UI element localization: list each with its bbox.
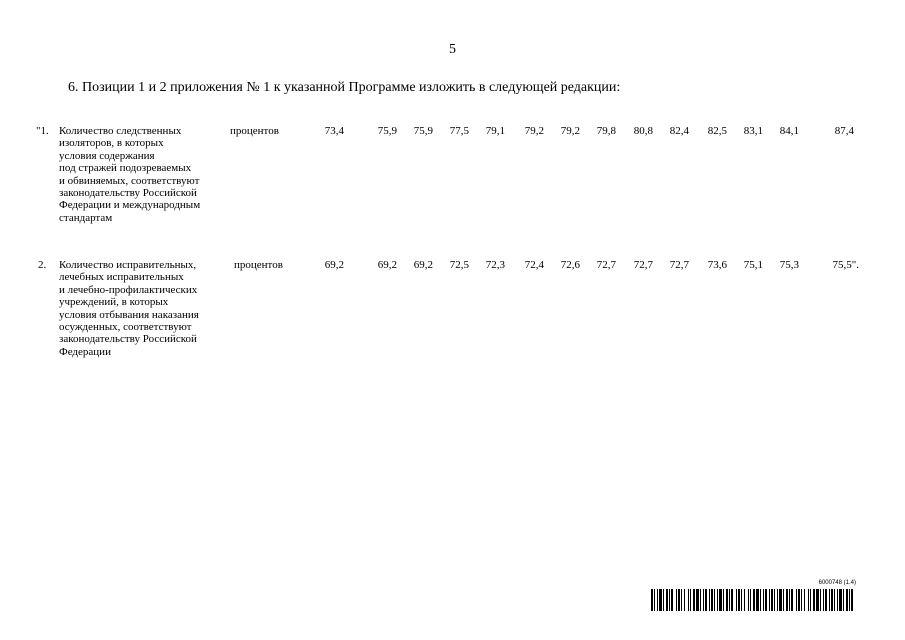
row-number: 2. xyxy=(38,259,47,271)
description-line: учреждений, в которых xyxy=(59,296,169,309)
row-value: 69,2 xyxy=(324,259,344,271)
row-value: 75,9 xyxy=(377,125,397,137)
row-value: 75,3 xyxy=(779,259,799,271)
page-number: 5 xyxy=(449,42,456,57)
row-value: 69,2 xyxy=(413,259,433,271)
description-line: и обвиняемых, соответствуют xyxy=(59,174,200,187)
row-value: 69,2 xyxy=(377,259,397,271)
row-value: 84,1 xyxy=(779,125,799,137)
row-value: 79,1 xyxy=(485,125,505,137)
row-value: 72,7 xyxy=(633,259,653,271)
row-value: 82,4 xyxy=(669,125,689,137)
row-number: "1. xyxy=(36,125,49,137)
description-line: законодательству Российской xyxy=(59,333,197,346)
row-value: 75,5". xyxy=(832,259,859,271)
row-value: 75,9 xyxy=(413,125,433,137)
description-line: условия отбывания наказания xyxy=(59,308,199,321)
row-unit: процентов xyxy=(230,125,279,137)
row-value: 72,7 xyxy=(669,259,689,271)
barcode-block xyxy=(651,580,856,612)
row-description xyxy=(59,125,229,224)
row-value: 73,4 xyxy=(324,125,344,137)
row-value: 72,3 xyxy=(485,259,505,271)
row-value: 82,5 xyxy=(707,125,727,137)
row-description xyxy=(59,259,229,358)
description-line: под стражей подозреваемых xyxy=(59,162,192,175)
row-value: 79,8 xyxy=(596,125,616,137)
row-value: 77,5 xyxy=(449,125,469,137)
description-line: Количество исправительных, xyxy=(59,259,197,271)
row-value: 72,7 xyxy=(596,259,616,271)
description-line: лечебных исправительных xyxy=(59,271,184,284)
row-value: 79,2 xyxy=(560,125,580,137)
row-value: 75,1 xyxy=(743,259,763,271)
row-value: 72,4 xyxy=(524,259,544,271)
description-line: Федерации и международным xyxy=(59,199,201,212)
description-line: законодательству Российской xyxy=(59,187,197,200)
description-line: Федерации xyxy=(59,345,111,358)
description-line: и лечебно-профилактических xyxy=(59,283,198,296)
description-line: осужденных, соответствуют xyxy=(59,321,192,334)
intro-paragraph: 6. Позиции 1 и 2 приложения № 1 к указанной Программе изложить в следующей редакции: xyxy=(68,80,621,95)
row-value: 72,6 xyxy=(560,259,580,271)
description-line: Количество следственных xyxy=(59,125,182,137)
description-line: условия содержания xyxy=(59,149,155,162)
description-line: изоляторов, в которых xyxy=(59,137,164,150)
row-value: 80,8 xyxy=(633,125,653,137)
row-value: 87,4 xyxy=(834,125,854,137)
row-value: 73,6 xyxy=(707,259,727,271)
row-unit: процентов xyxy=(234,259,283,271)
row-value: 72,5 xyxy=(449,259,469,271)
barcode-label: 6000748 (1.4) xyxy=(818,580,856,586)
barcode-icon xyxy=(651,589,856,611)
row-value: 79,2 xyxy=(524,125,544,137)
row-value: 83,1 xyxy=(743,125,763,137)
description-line: стандартам xyxy=(59,211,113,224)
